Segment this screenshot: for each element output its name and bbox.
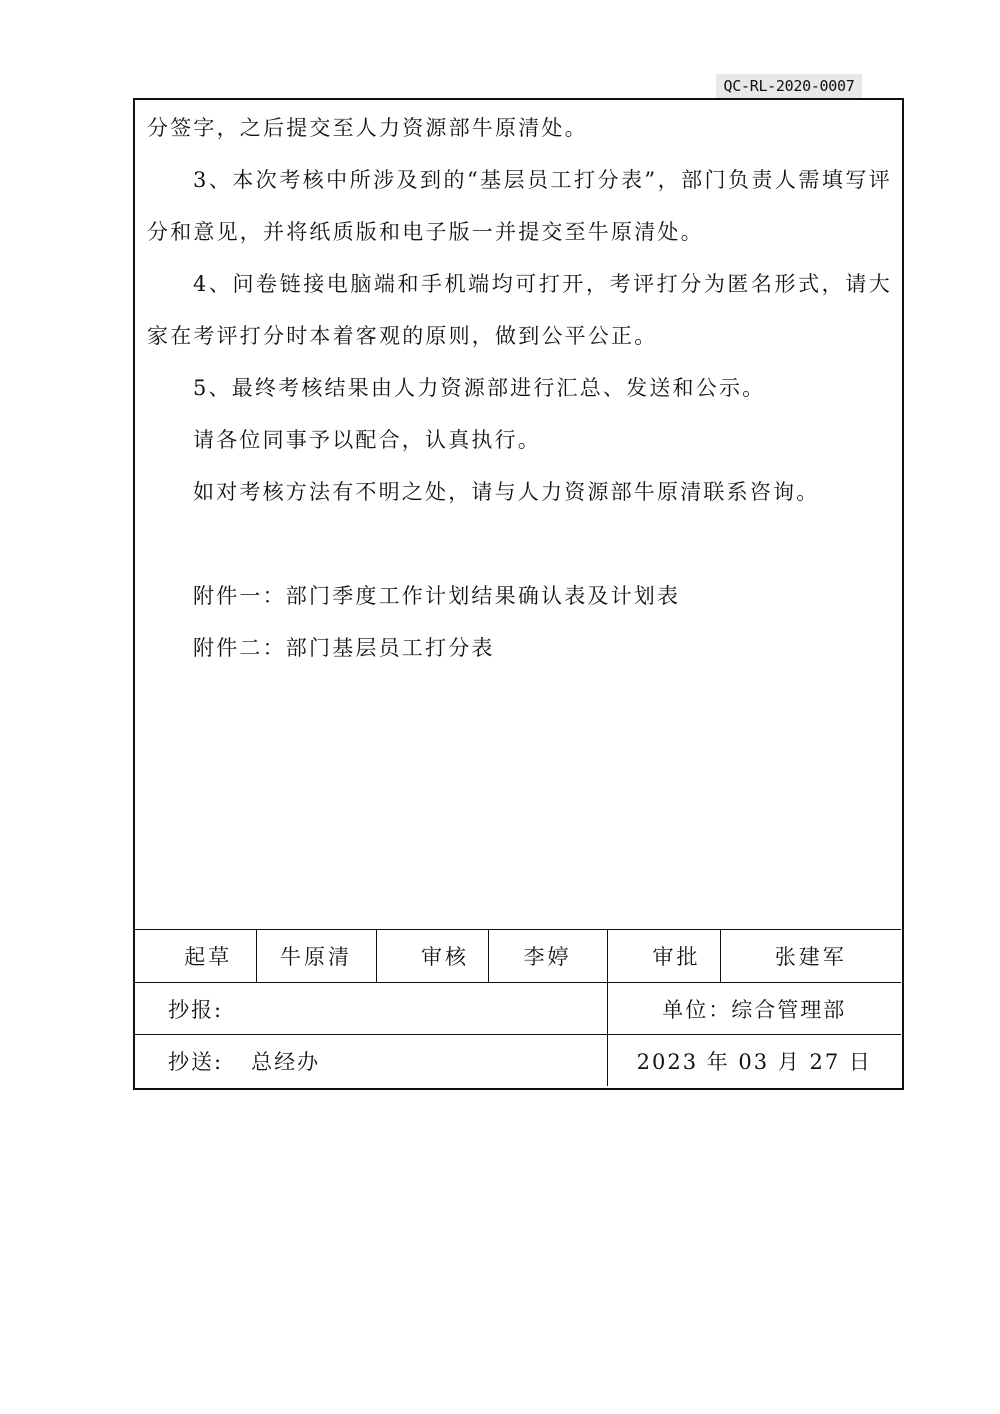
- copy-to-value: 总经办: [251, 1049, 321, 1074]
- paragraph-contact: 如对考核方法有不明之处，请与人力资源部牛原清联系咨询。: [193, 480, 820, 504]
- draft-name: 牛原清: [256, 930, 376, 983]
- spacer: [147, 518, 892, 570]
- review-label: 审核: [376, 930, 488, 983]
- unit: 单位：综合管理部: [607, 983, 901, 1035]
- paragraph-item-3: 3、本次考核中所涉及到的“基层员工打分表”，部门负责人需填写评分和意见，并将纸质版和电子版一并提交至牛原清处。: [147, 168, 892, 244]
- review-name: 李婷: [488, 930, 607, 983]
- draft-label: 起草: [135, 930, 256, 983]
- approve-label: 审批: [607, 930, 720, 983]
- signoff-row: [135, 930, 901, 983]
- attachment-1: 附件一：部门季度工作计划结果确认表及计划表: [193, 584, 681, 608]
- paragraph-1: 分签字，之后提交至人力资源部牛原清处。: [147, 116, 588, 140]
- copy-to-cell: [135, 1035, 607, 1087]
- report-to-label: 抄报:: [168, 997, 224, 1022]
- approve-name: 张建军: [720, 930, 901, 983]
- document-frame: [133, 98, 904, 1090]
- attachment-2: 附件二：部门基层员工打分表: [193, 636, 495, 660]
- report-row: [135, 983, 901, 1035]
- signoff-table: [135, 929, 901, 1086]
- report-to-cell: [135, 983, 607, 1035]
- copy-row: [135, 1035, 901, 1087]
- notice-body: [147, 102, 892, 674]
- paragraph-item-4: 4、问卷链接电脑端和手机端均可打开，考评打分为匿名形式，请大家在考评打分时本着客观的原则，做到公平公正。: [147, 272, 892, 348]
- copy-to-label: 抄送:: [168, 1049, 224, 1074]
- paragraph-request: 请各位同事予以配合，认真执行。: [193, 428, 541, 452]
- issue-date: 2023 年 03 月 27 日: [607, 1035, 901, 1087]
- document-code: QC-RL-2020-0007: [716, 74, 862, 98]
- paragraph-item-5: 5、最终考核结果由人力资源部进行汇总、发送和公示。: [193, 376, 766, 400]
